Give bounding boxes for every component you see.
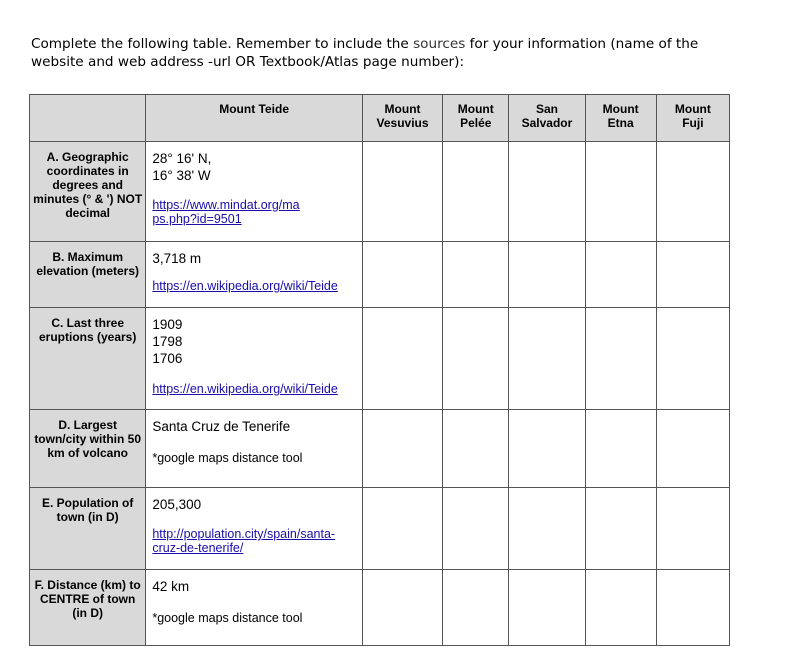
table-row: [30, 242, 730, 308]
empty-cell-etna[interactable]: [585, 308, 656, 410]
teide-cell-elevation[interactable]: [146, 242, 363, 308]
empty-cell-pelee[interactable]: [443, 410, 509, 488]
row-label-largest-town: D. Largest town/city within 50 km of volcano: [30, 410, 146, 488]
empty-cell-fuji[interactable]: [656, 488, 729, 570]
empty-cell-vesuvius[interactable]: [362, 410, 442, 488]
teide-value: 1909: [152, 317, 183, 332]
table-header-row: [30, 95, 730, 142]
source-link[interactable]: https://www.mindat.org/maps.php?id=9501: [152, 198, 300, 226]
table-row: [30, 570, 730, 646]
instructions-part2: for your information (name of the website and web address -url OR Textbook/Atlas page number):: [31, 36, 699, 70]
source-link[interactable]: http://population.city/spain/santa-cruz-de-tenerife/: [152, 527, 336, 555]
volcano-table: [29, 94, 730, 646]
header-cell-mount-fuji: Mount Fuji: [656, 95, 729, 142]
row-label-eruptions: C. Last three eruptions (years): [30, 308, 146, 410]
empty-cell-vesuvius[interactable]: [362, 488, 442, 570]
empty-cell-fuji[interactable]: [656, 570, 729, 646]
header-cell-mount-pelee: Mount Pelée: [443, 95, 509, 142]
teide-cell-coordinates[interactable]: [146, 142, 363, 242]
empty-cell-fuji[interactable]: [656, 142, 729, 242]
teide-value: 1798: [152, 334, 183, 349]
header-cell-san-salvador: San Salvador: [509, 95, 585, 142]
teide-value: 16° 38' W: [152, 168, 211, 183]
instructions-part1: Complete the following table. Remember to include the: [31, 36, 414, 52]
teide-cell-distance[interactable]: [146, 570, 363, 646]
empty-cell-etna[interactable]: [585, 242, 656, 308]
teide-value: 1706: [152, 351, 183, 366]
table-row: [30, 410, 730, 488]
row-label-coordinates: A. Geographic coordinates in degrees and minutes (° & ') NOT decimal: [30, 142, 146, 242]
table-row: [30, 142, 730, 242]
row-label-elevation: B. Maximum elevation (meters): [30, 242, 146, 308]
empty-cell-vesuvius[interactable]: [362, 242, 442, 308]
empty-cell-vesuvius[interactable]: [362, 570, 442, 646]
empty-cell-fuji[interactable]: [656, 308, 729, 410]
table-row: [30, 308, 730, 410]
source-note: *google maps distance tool: [152, 451, 303, 465]
source-note: *google maps distance tool: [152, 611, 303, 625]
header-cell-blank: [30, 95, 146, 142]
teide-cell-population[interactable]: [146, 488, 363, 570]
empty-cell-san-salvador[interactable]: [509, 242, 585, 308]
teide-value: 28° 16' N,: [152, 151, 212, 166]
empty-cell-vesuvius[interactable]: [362, 308, 442, 410]
source-link[interactable]: https://en.wikipedia.org/wiki/Teide: [152, 279, 338, 293]
source-link[interactable]: https://en.wikipedia.org/wiki/Teide: [152, 382, 338, 396]
empty-cell-etna[interactable]: [585, 142, 656, 242]
empty-cell-fuji[interactable]: [656, 410, 729, 488]
empty-cell-pelee[interactable]: [443, 488, 509, 570]
instructions-text: [31, 35, 751, 71]
empty-cell-etna[interactable]: [585, 570, 656, 646]
teide-cell-eruptions[interactable]: [146, 308, 363, 410]
empty-cell-san-salvador[interactable]: [509, 570, 585, 646]
empty-cell-fuji[interactable]: [656, 242, 729, 308]
empty-cell-san-salvador[interactable]: [509, 488, 585, 570]
empty-cell-pelee[interactable]: [443, 242, 509, 308]
empty-cell-etna[interactable]: [585, 488, 656, 570]
empty-cell-san-salvador[interactable]: [509, 308, 585, 410]
row-label-distance: F. Distance (km) to CENTRE of town (in D): [30, 570, 146, 646]
header-cell-mount-etna: Mount Etna: [585, 95, 656, 142]
empty-cell-san-salvador[interactable]: [509, 142, 585, 242]
empty-cell-etna[interactable]: [585, 410, 656, 488]
empty-cell-pelee[interactable]: [443, 142, 509, 242]
empty-cell-pelee[interactable]: [443, 308, 509, 410]
teide-value: Santa Cruz de Tenerife: [152, 419, 291, 434]
teide-value: 3,718 m: [152, 251, 202, 266]
empty-cell-san-salvador[interactable]: [509, 410, 585, 488]
empty-cell-pelee[interactable]: [443, 570, 509, 646]
instructions-sources-word: sources: [413, 36, 466, 52]
header-cell-mount-vesuvius: Mount Vesuvius: [362, 95, 442, 142]
table-row: [30, 488, 730, 570]
row-label-population: E. Population of town (in D): [30, 488, 146, 570]
teide-value: 205,300: [152, 497, 202, 512]
header-cell-mount-teide: Mount Teide: [146, 95, 363, 142]
teide-cell-largest-town[interactable]: [146, 410, 363, 488]
empty-cell-vesuvius[interactable]: [362, 142, 442, 242]
teide-value: 42 km: [152, 579, 190, 594]
